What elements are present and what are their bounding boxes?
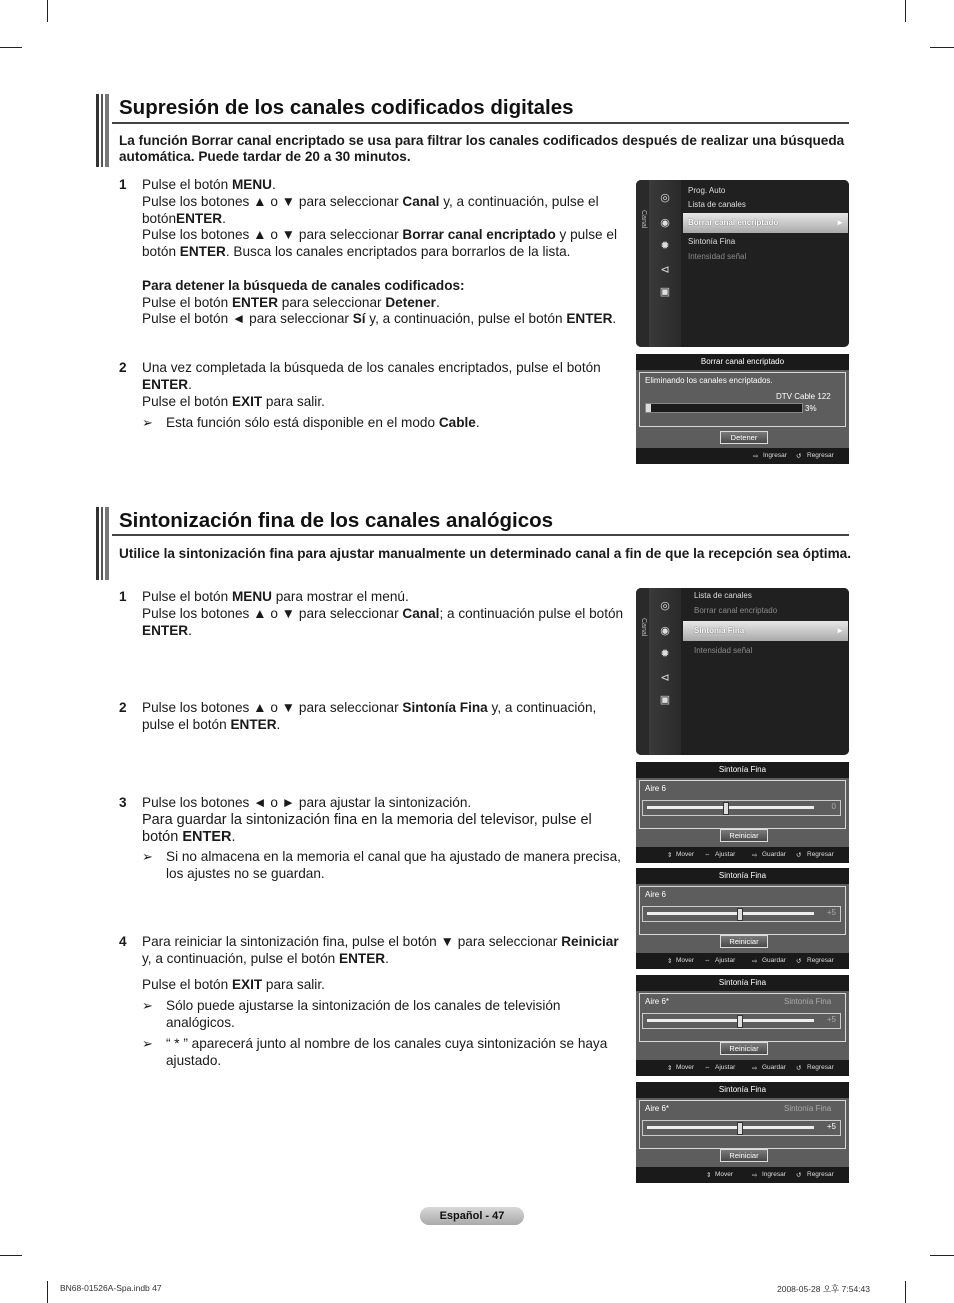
return-icon: ↺ xyxy=(796,453,802,460)
section-intro: Utilice la sintonización fina para ajustar manualmente un determinado canal a fin de que la recepción sea óptima. xyxy=(119,546,851,561)
print-date: 2008-05-28 오후 7:54:43 xyxy=(777,1284,870,1294)
enter-icon: ⇨ xyxy=(752,852,758,859)
slider-thumb[interactable] xyxy=(737,908,743,921)
arrow-icon: ➢ xyxy=(142,998,153,1013)
satellite-icon: ⊲ xyxy=(660,264,670,276)
return-icon: ↺ xyxy=(796,1172,802,1179)
fine-tune-slider[interactable] xyxy=(642,800,841,816)
channel-icon: ◉ xyxy=(660,625,670,637)
channel-icon: ◉ xyxy=(660,217,670,229)
dialog-title: Sintonía Fina xyxy=(636,975,849,991)
fine-tune-slider[interactable] xyxy=(642,906,841,922)
channel-name: Aire 6* xyxy=(645,997,670,1006)
dialog-fine-tune: Sintonía Fina Aire 6 0 Reiniciar ⇕ Mover ⇔ Ajustar ⇨ Guardar ↺ Regresar xyxy=(636,762,849,863)
stop-button[interactable]: Detener xyxy=(720,431,768,444)
menu-item-selected[interactable]: Sintonía Fina ► xyxy=(683,621,848,641)
menu-item[interactable]: Lista de canales xyxy=(694,591,752,600)
input-icon: ◎ xyxy=(660,600,670,612)
progress-percent: 3% xyxy=(805,404,817,413)
fine-tune-tag: Sintonía Fina xyxy=(784,1104,832,1113)
dialog-title: Borrar canal encriptado xyxy=(636,354,849,370)
divider xyxy=(112,122,849,124)
menu-side-label: Canal xyxy=(640,618,647,637)
arrow-right-icon: ► xyxy=(836,626,844,635)
menu-item-selected[interactable]: Borrar canal encriptado ► xyxy=(683,213,848,233)
fine-tune-value: +5 xyxy=(826,908,836,917)
fine-tune-tag: Sintonía Fina xyxy=(784,997,832,1006)
dialog-title: Sintonía Fina xyxy=(636,868,849,884)
channel-name: Aire 6* xyxy=(645,1104,670,1113)
section-bar xyxy=(96,94,109,167)
up-down-icon: ⇕ xyxy=(667,1065,673,1072)
dialog-message: Eliminando los canales encriptados. xyxy=(645,376,773,385)
return-icon: ↺ xyxy=(796,852,802,859)
dialog-fine-tune: Sintonía Fina Aire 6* Sintonía Fina +5 Reiniciar ⇕ Mover ⇔ Ajustar ⇨ Guardar ↺ Regresar xyxy=(636,975,849,1076)
return-icon: ↺ xyxy=(796,1065,802,1072)
left-right-icon: ⇔ xyxy=(704,957,711,964)
up-down-icon: ⇕ xyxy=(706,1172,712,1179)
file-name: BN68-01526A-Spa.indb 47 xyxy=(60,1283,162,1293)
input-icon: ◎ xyxy=(660,192,670,204)
menu-item[interactable]: Intensidad señal xyxy=(688,252,747,261)
setup-icon: ✹ xyxy=(660,648,670,660)
fine-tune-value: +5 xyxy=(826,1122,836,1131)
menu-item[interactable]: Sintonía Fina xyxy=(688,237,736,246)
enter-icon: ⇨ xyxy=(753,453,759,460)
section-title: Sintonización fina de los canales analógicos xyxy=(119,509,554,532)
fine-tune-value: 0 xyxy=(831,802,836,811)
application-icon: ▣ xyxy=(659,286,671,298)
tv-menu-channel xyxy=(636,180,849,347)
fine-tune-slider[interactable] xyxy=(642,1120,841,1136)
menu-item[interactable]: Intensidad señal xyxy=(694,646,753,655)
progress-bar xyxy=(645,403,803,413)
reset-button[interactable]: Reiniciar xyxy=(720,1042,768,1055)
reset-button[interactable]: Reiniciar xyxy=(720,935,768,948)
reset-button[interactable]: Reiniciar xyxy=(720,1149,768,1162)
page-number: Español - 47 xyxy=(420,1207,524,1225)
dialog-title: Sintonía Fina xyxy=(636,1082,849,1098)
channel-name: Aire 6 xyxy=(645,890,666,899)
dialog-delete-encrypted: Borrar canal encriptado Eliminando los canales encriptados. DTV Cable 122 3% Detener ⇨ Ingresar ↺ Regresar xyxy=(636,354,849,464)
left-right-icon: ⇔ xyxy=(704,1064,711,1071)
up-down-icon: ⇕ xyxy=(667,958,673,965)
enter-icon: ⇨ xyxy=(752,958,758,965)
arrow-icon: ➢ xyxy=(142,415,153,430)
divider xyxy=(112,534,849,536)
return-icon: ↺ xyxy=(796,958,802,965)
menu-item[interactable]: Lista de canales xyxy=(688,200,746,209)
section-bar xyxy=(96,507,109,580)
application-icon: ▣ xyxy=(659,694,671,706)
menu-item[interactable]: Borrar canal encriptado xyxy=(694,606,778,615)
menu-side-label: Canal xyxy=(640,210,647,229)
reset-button[interactable]: Reiniciar xyxy=(720,829,768,842)
section-title: Supresión de los canales codificados digitales xyxy=(119,96,574,119)
satellite-icon: ⊲ xyxy=(660,672,670,684)
dialog-fine-tune: Sintonía Fina Aire 6 +5 Reiniciar ⇕ Mover ⇔ Ajustar ⇨ Guardar ↺ Regresar xyxy=(636,868,849,969)
arrow-right-icon: ► xyxy=(836,218,844,227)
fine-tune-slider[interactable] xyxy=(642,1013,841,1029)
dialog-title: Sintonía Fina xyxy=(636,762,849,778)
fine-tune-value: +5 xyxy=(826,1015,836,1024)
arrow-icon: ➢ xyxy=(142,849,153,864)
slider-thumb[interactable] xyxy=(723,802,729,815)
enter-icon: ⇨ xyxy=(752,1065,758,1072)
slider-thumb[interactable] xyxy=(737,1015,743,1028)
slider-thumb[interactable] xyxy=(737,1122,743,1135)
dialog-fine-tune: Sintonía Fina Aire 6* Sintonía Fina +5 Reiniciar ⇕ Mover ⇨ Ingresar ↺ Regresar xyxy=(636,1082,849,1183)
section-intro: La función Borrar canal encriptado se usa para filtrar los canales codificados después de realizar una búsqueda automática. Puede tardar de 20 a 30 minutos. xyxy=(119,133,845,164)
tv-menu-channel xyxy=(636,588,849,755)
setup-icon: ✹ xyxy=(660,240,670,252)
arrow-icon: ➢ xyxy=(142,1036,153,1051)
up-down-icon: ⇕ xyxy=(667,852,673,859)
channel-name: DTV Cable 122 xyxy=(776,392,831,401)
left-right-icon: ⇔ xyxy=(704,851,711,858)
enter-icon: ⇨ xyxy=(752,1172,758,1179)
menu-item[interactable]: Prog. Auto xyxy=(688,186,726,195)
channel-name: Aire 6 xyxy=(645,784,666,793)
